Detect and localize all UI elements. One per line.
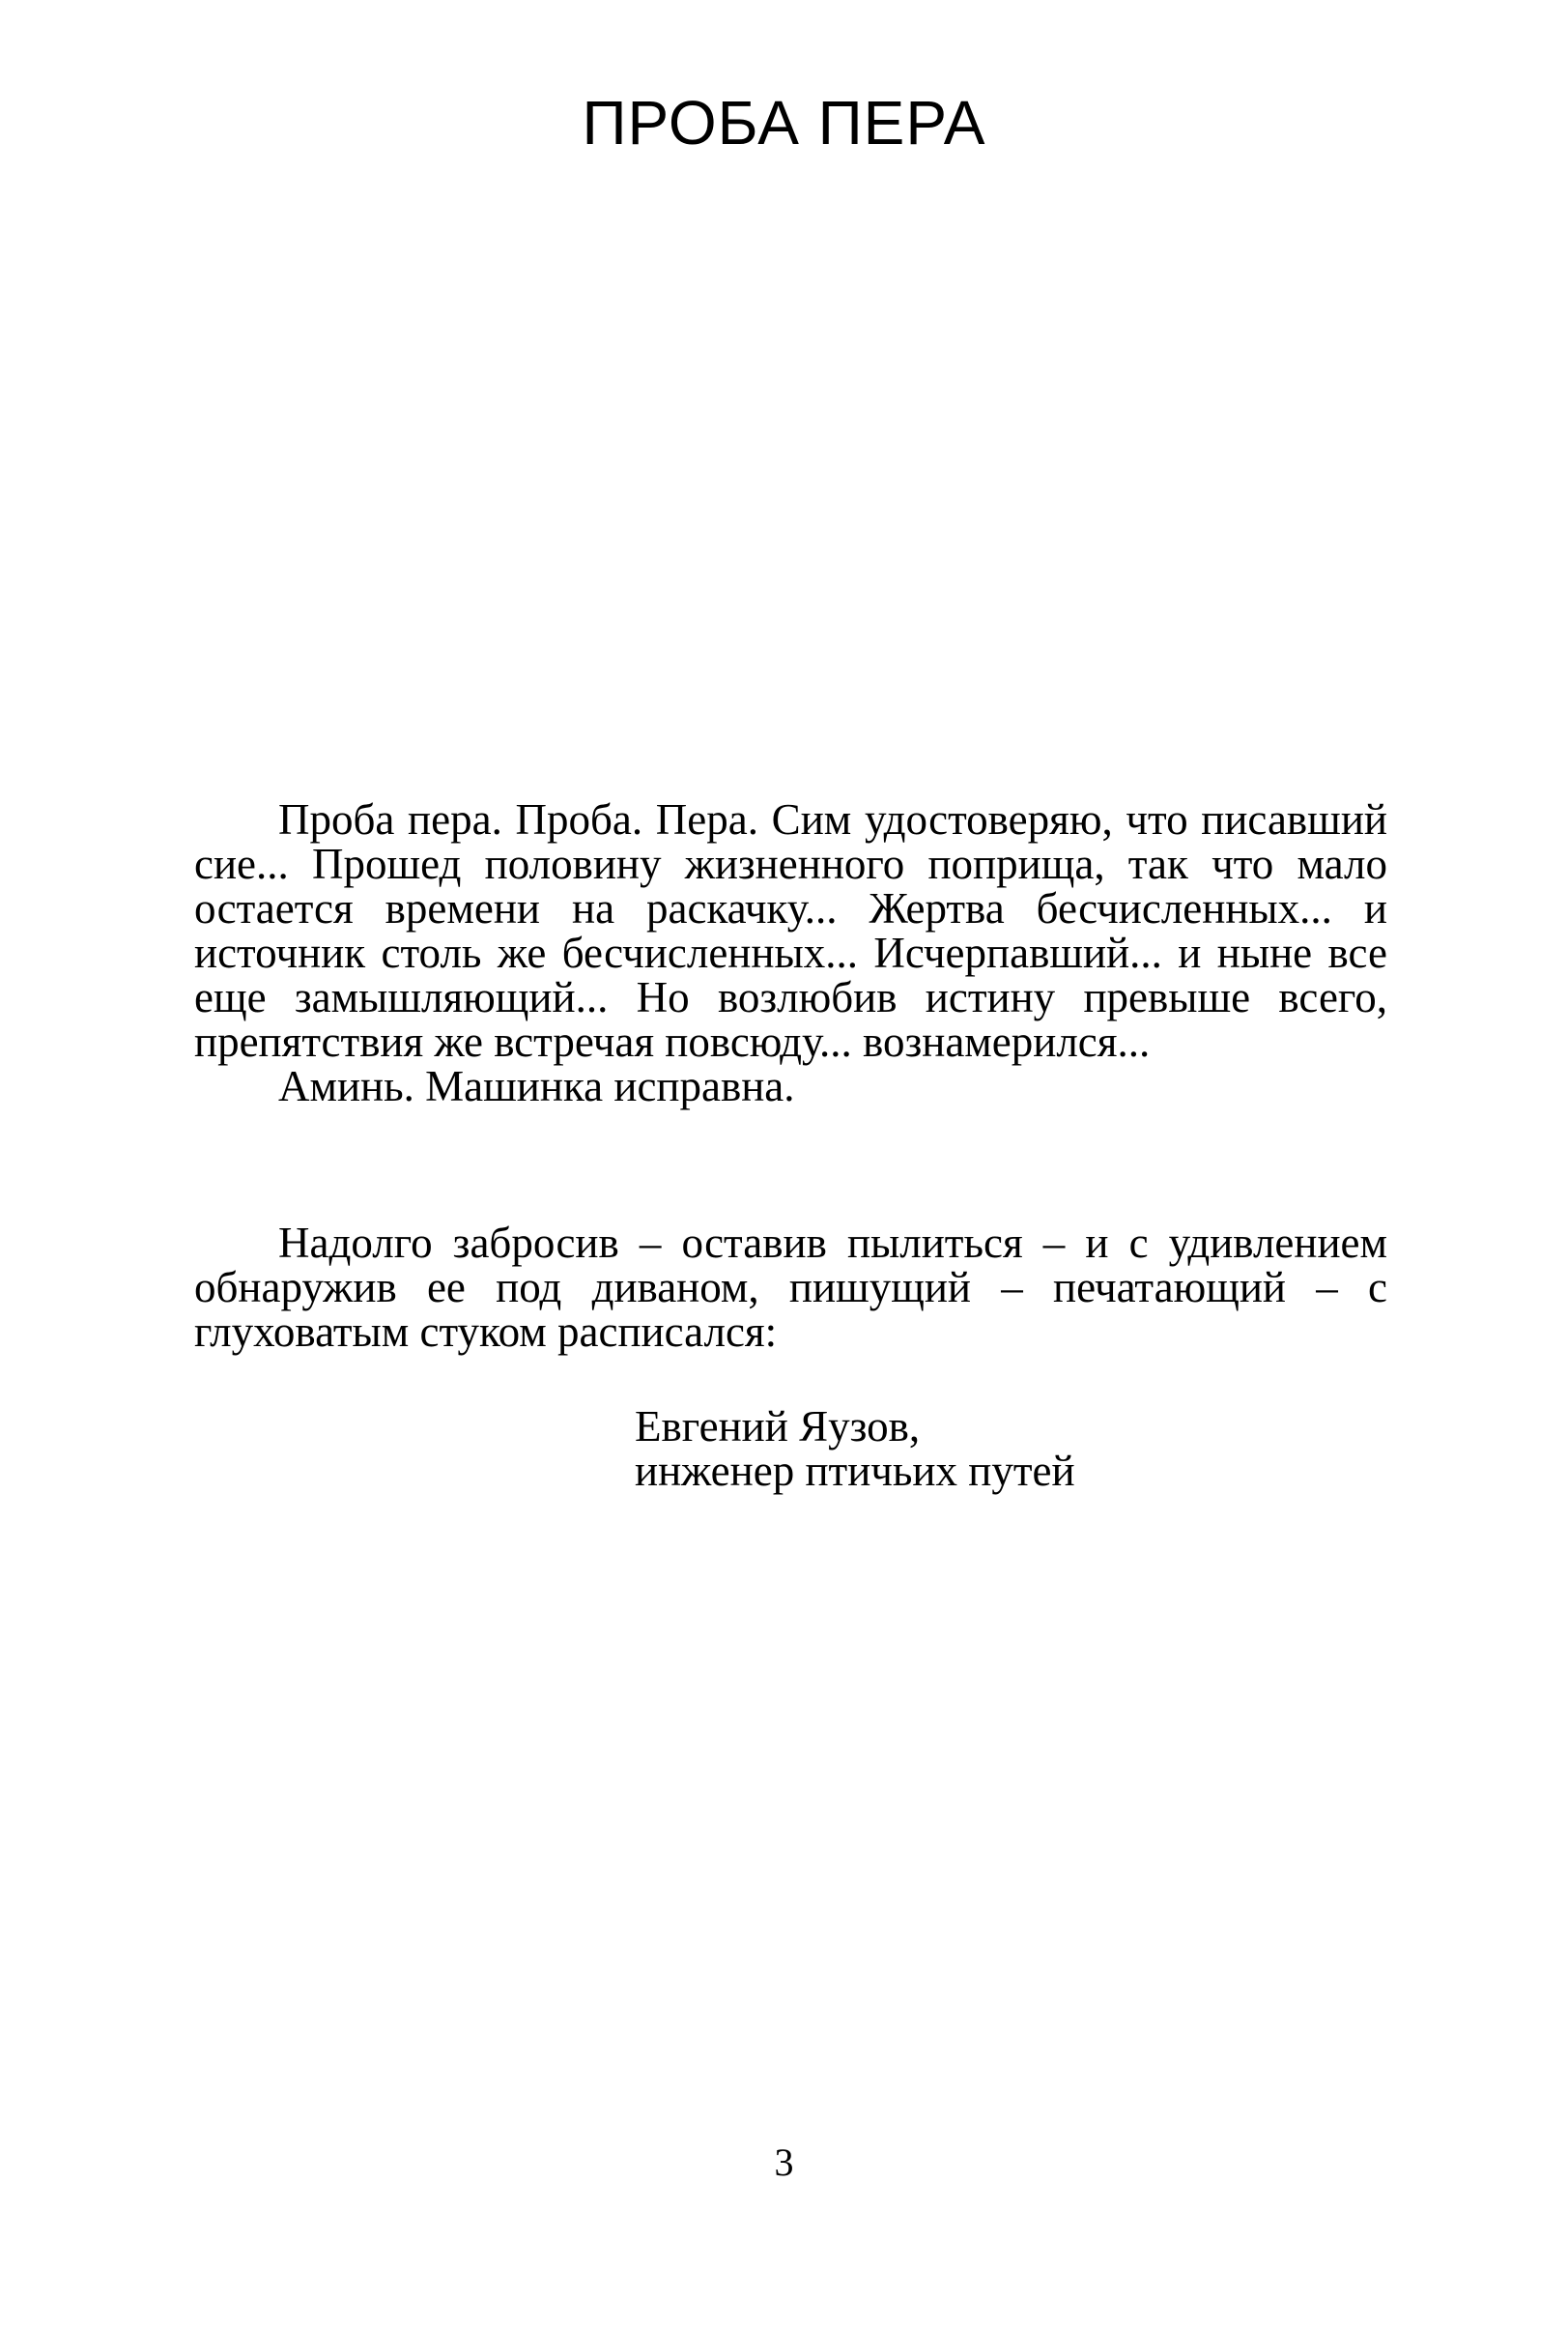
paragraph-3: Надолго забросив – оставив пылиться – и с удивлением обнаружив ее под диваном, пишущий – печатающий – с глуховатым стуком расписался: [194,1219,1387,1356]
paragraph-1: Проба пера. Проба. Пера. Сим удостоверяю, что писавший сие... Прошед половину жизненного поприща, так что мало остается времени на раскачку... Жертва бесчисленных... и источник столь же бесчисленных... Исчерпавший... и ныне все еще замышляющий... Но возлюбив истину превыше всего, препятствия же встречая повсюду... вознамерился... [194,795,1387,1066]
signature-block [635,1404,1075,1493]
text-block-2 [194,1221,1387,1354]
page-title: ПРОБА ПЕРА [582,88,986,158]
page-number: 3 [774,2140,794,2184]
signature-name: Евгений Яузов, [635,1402,921,1451]
signature-role: инженер птичьих путей [635,1447,1075,1495]
paragraph-2: Аминь. Машинка исправна. [278,1062,795,1110]
text-block-1 [194,797,1387,1108]
